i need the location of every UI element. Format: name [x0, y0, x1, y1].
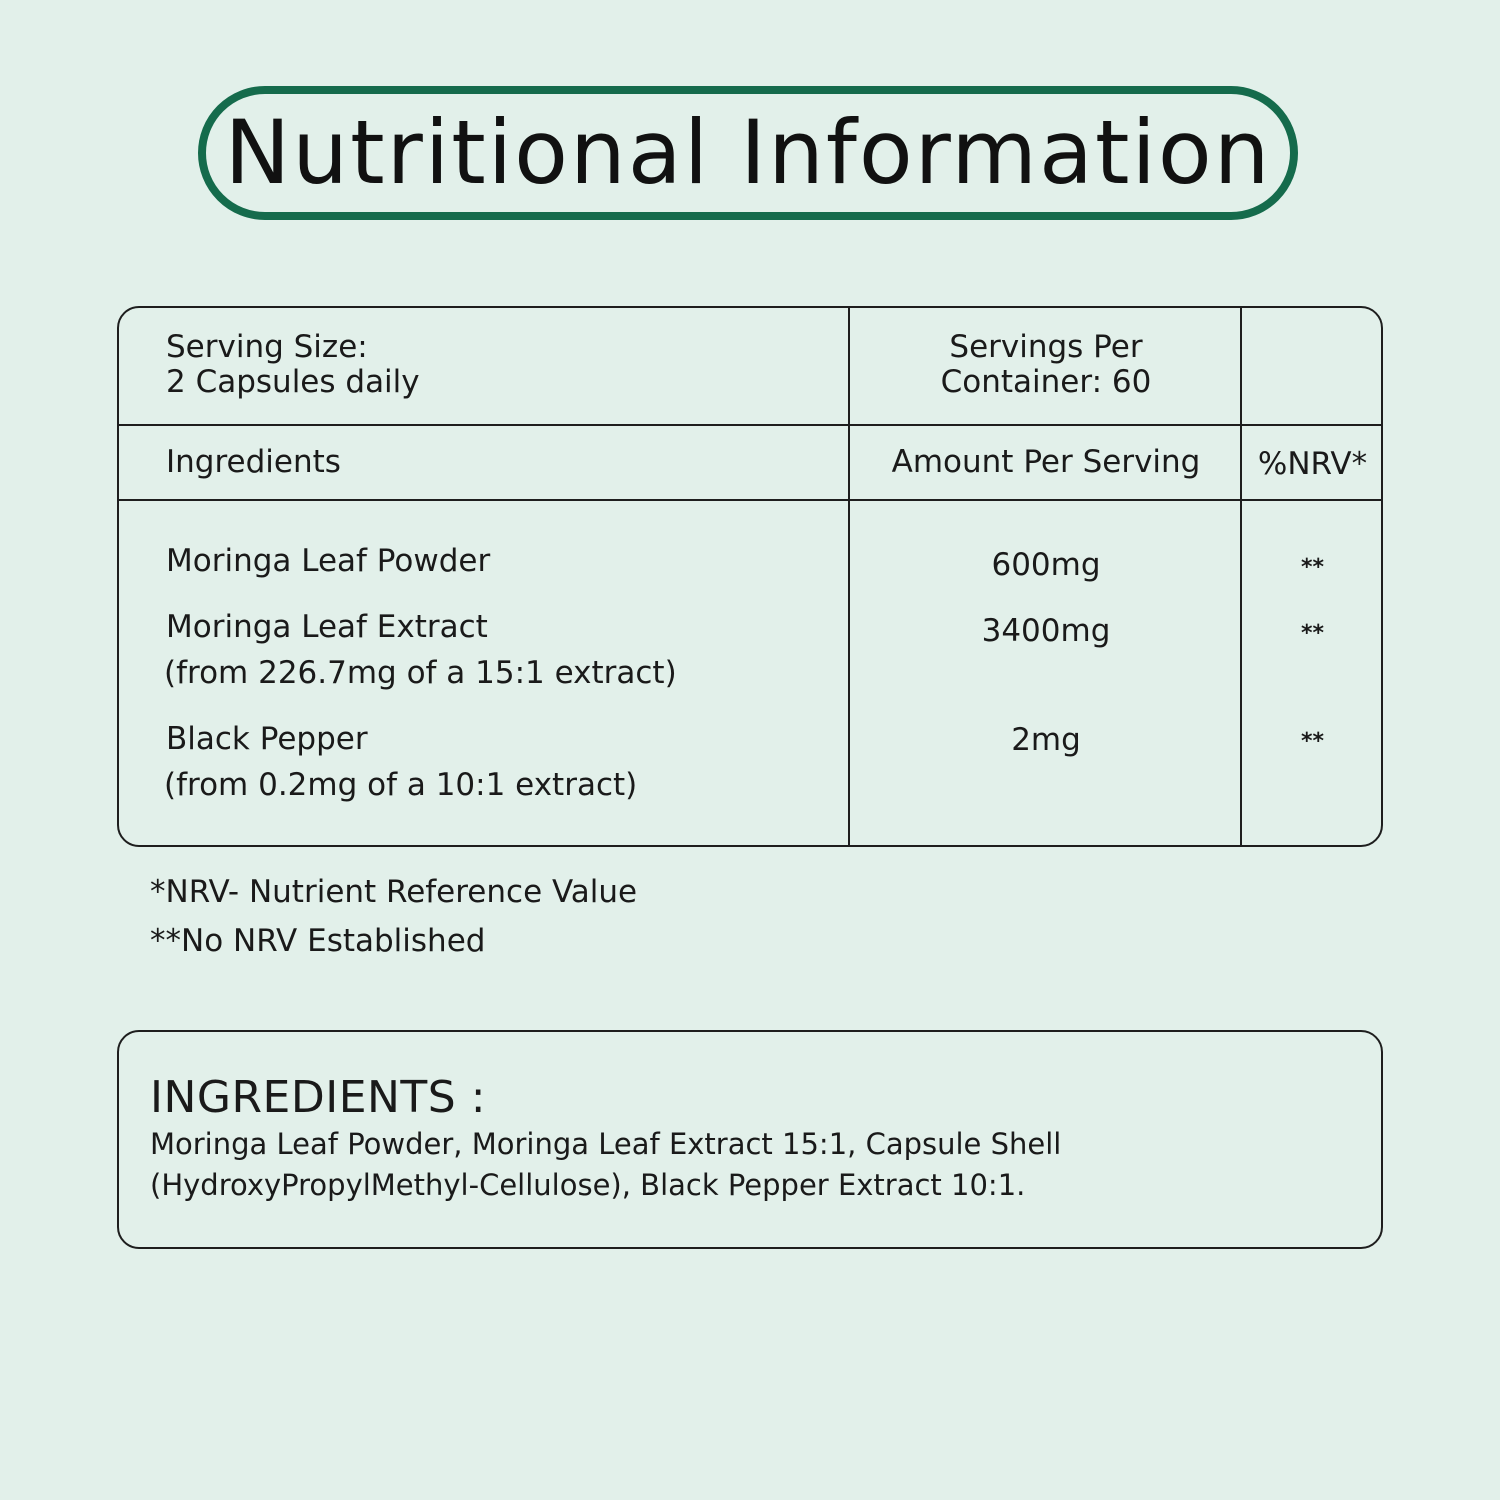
ingredients-list-line-1: Moringa Leaf Powder, Moringa Leaf Extract 15:1, Capsule Shell	[150, 1127, 1062, 1161]
ingredient-name: Moringa Leaf Powder	[166, 543, 491, 579]
ingredients-box	[117, 1030, 1383, 1249]
ingredient-nrv: **	[1300, 555, 1324, 580]
ingredient-name: Black Pepper	[166, 721, 368, 757]
serving-size-label: Serving Size:	[166, 329, 368, 365]
servings-per-line-2: Container: 60	[940, 364, 1152, 400]
footnote-nrv-definition: *NRV- Nutrient Reference Value	[150, 874, 638, 910]
header-amount-per-serving: Amount Per Serving	[891, 444, 1201, 480]
ingredient-nrv: **	[1300, 621, 1324, 646]
header-nrv: %NRV*	[1257, 446, 1368, 482]
servings-per-line-1: Servings Per	[949, 329, 1143, 365]
title-banner	[198, 86, 1298, 220]
ingredient-source-note: (from 0.2mg of a 10:1 extract)	[164, 767, 638, 803]
ingredient-name: Moringa Leaf Extract	[166, 609, 488, 645]
ingredients-heading: INGREDIENTS :	[150, 1072, 487, 1123]
footnote-no-nrv: **No NRV Established	[150, 923, 486, 959]
nutrition-facts-table	[117, 306, 1383, 847]
ingredient-source-note: (from 226.7mg of a 15:1 extract)	[164, 655, 677, 691]
table-divider-horizontal-1	[119, 424, 1381, 426]
page-title: Nutritional Information	[224, 101, 1272, 204]
serving-size-cell	[166, 330, 420, 400]
ingredient-amount: 3400mg	[981, 613, 1111, 649]
ingredients-list-line-2: (HydroxyPropylMethyl-Cellulose), Black Pepper Extract 10:1.	[150, 1168, 1026, 1202]
servings-per-container-cell	[850, 330, 1242, 400]
header-ingredients: Ingredients	[166, 444, 341, 480]
ingredient-amount: 600mg	[991, 547, 1101, 583]
ingredient-nrv: **	[1300, 729, 1324, 754]
table-divider-horizontal-2	[119, 499, 1381, 501]
serving-size-value: 2 Capsules daily	[166, 364, 420, 400]
ingredient-amount: 2mg	[1011, 722, 1081, 758]
